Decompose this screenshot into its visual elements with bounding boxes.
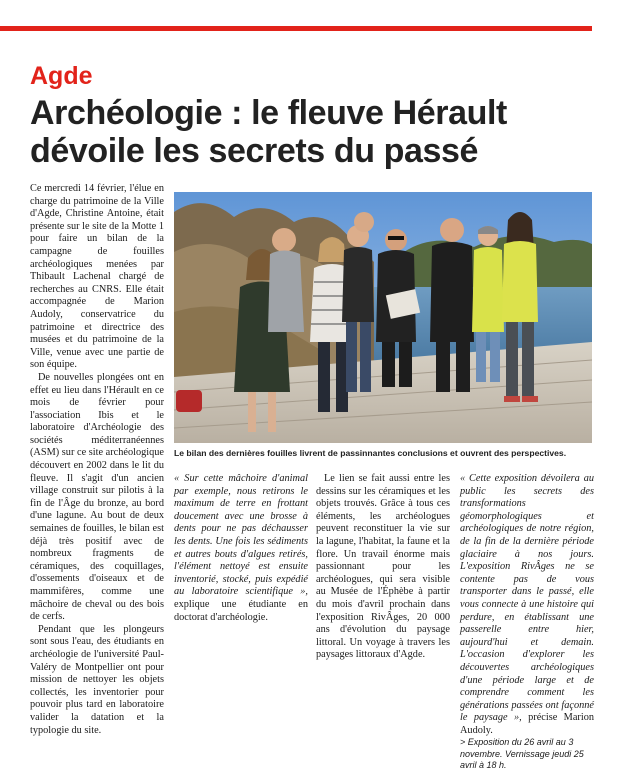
article-photo <box>174 192 592 443</box>
headline-line-2: dévoile les secrets du passé <box>30 132 479 170</box>
headline-line-1: Archéologie : le fleuve Hérault <box>30 94 507 132</box>
exhibition-dates-note: > Exposition du 26 avril au 3 novembre. Vernissage jeudi 25 avril à 18 h. <box>460 737 584 771</box>
article-column-1 <box>30 183 164 736</box>
paragraph-quote-student <box>174 473 308 624</box>
paragraph-students: Pendant que les plongeurs sont sous l'eau, des étudiants en archéologie de l'université Paul-Valéry de Montpellier ont pour mission de nettoyer les objets collectés, les inventorier pour pouvoir plus tard en laboratoire valider la datation et la typologie du site. <box>30 623 164 736</box>
quote-student-text: « Sur cette mâchoire d'animal par exemple, nous retirons le maximum de terre en frottant doucement avec une brosse à dents pour ne pas déchausser les dents. Une fois les sédiments et autres bouts d'algues retirés, l'élément nettoyé est ensuite inventorié, stocké, puis expédié au laboratoire scientifique », <box>174 473 308 598</box>
paragraph-dives: De nouvelles plongées ont en effet eu lieu dans l'Hérault en ce mois de février pour l'association Ibis et le laboratoire d'Archéologie des sociétés méditerranéennes (ASM) sur ce site archéologique découvert en 2002 dans le lit du fleuve. Il s'agit d'un ancien village construit sur pilotis à la fin de l'Âge du bronze, au bord d'une lagune. Au bout de deux semaines de fouilles, le bilan est déjà très positif avec de nombreux fragments de céramiques, des coquillages, d'ossements d'oiseaux et de mammifères, comme une mâchoire de cheval ou des bois de cerfs. <box>30 371 164 623</box>
quote-curator-attribution: précise Marion Audoly. <box>460 712 594 736</box>
quote-student-attribution: explique une étudiante en doctorat d'archéologie. <box>174 598 308 623</box>
headline <box>30 94 600 170</box>
article-column-4 <box>460 473 594 771</box>
quote-curator-text: « Cette exposition dévoilera au public les secrets des transformations géomorphologiques et archéologiques de notre région, de la fin de la dernière période glaciaire à nos jours. L'exposition RivÂges ne se contente pas de vous transporter dans le passé, elle vous connecte à une histoire qui perdure, en établissant une passerelle entre hier, aujourd'hui et demain. L'occasion d'explorer les découvertes archéologiques d'une période large et de comprendre comment les générations passées ont façonné le paysage », <box>460 473 594 724</box>
photo-group-on-dock-illustration <box>174 192 592 443</box>
paragraph-exhibition: Le lien se fait aussi entre les dessins sur les céramiques et les objets trouvés. Grâce à tous ces éléments, les archéologues peuvent reconstituer la vie sur la lagune, l'habitat, la faune et la flore. Un travail énorme mais passionnant pour les archéologues, qui sera visible au Musée de l'Éphèbe à partir du mois d'avril prochain dans l'exposition RivÂges, 20 000 ans d'évolution du paysage littoral. Un voyage à travers les paysages littoraux d'Agde. <box>316 473 450 661</box>
paragraph-quote-curator <box>460 473 594 737</box>
article-column-2 <box>174 473 308 678</box>
article-column-3 <box>316 473 450 678</box>
top-rule <box>0 26 592 31</box>
section-kicker: Agde <box>30 62 93 90</box>
photo-caption: Le bilan des dernières fouilles livrent de passinnantes conclusions et ouvrent des perspectives. <box>174 448 567 458</box>
paragraph-intro: Ce mercredi 14 février, l'élue en charge du patrimoine de la Ville d'Agde, Christine Antoine, était présente sur le site de la Motte 1 pour faire un bilan de la campagne de fouilles archéologiques menées par Thibault Lachenal chargé de recherches au CNRS. Elle était accompagnée de Marion Audoly, conservatrice du patrimoine et directrice des musées et du patrimoine de la Ville, venue avec une partie de son équipe. <box>30 183 164 371</box>
